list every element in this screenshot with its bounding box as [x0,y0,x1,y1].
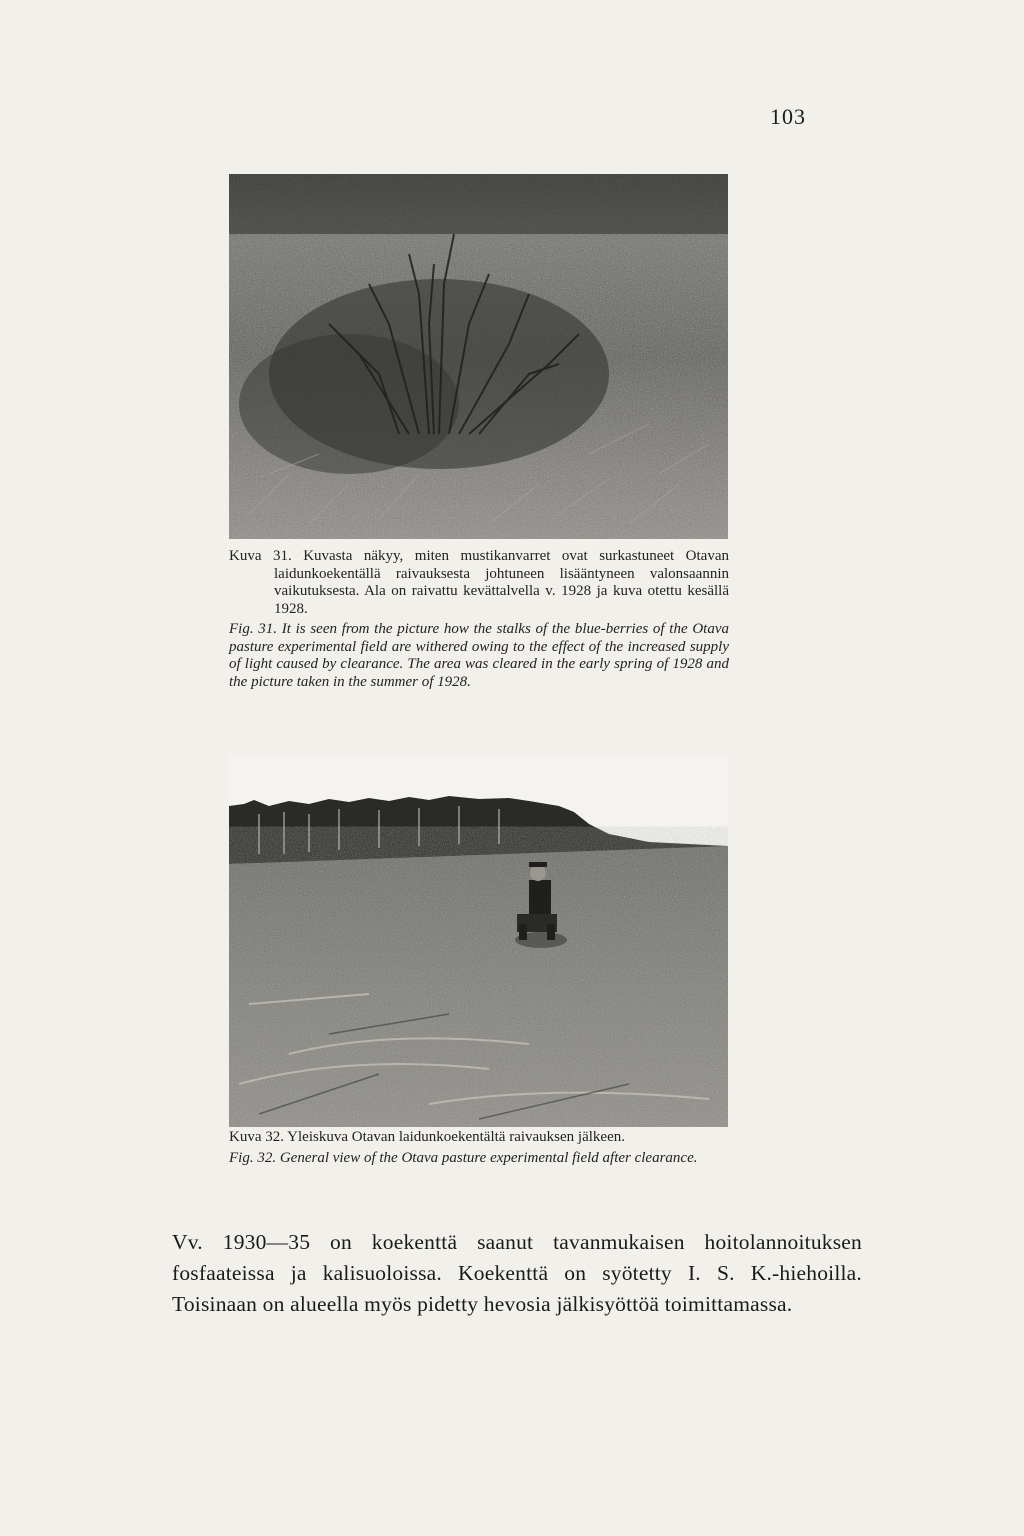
figure-31-caption [229,548,729,691]
figure-32-caption [229,1129,729,1167]
figure-32-photo [229,754,728,1127]
body-paragraph: Vv. 1930—35 on koekenttä saanut tavanmukaisen hoitolannoituksen fosfaateissa ja kalisuoloissa. Koekenttä on syötetty I. S. K.-hiehoilla. Toisinaan on alueella myös pidetty hevosia jälkisyöttöä toimittamassa. [172,1230,862,1316]
figure-32-caption-fi: Kuva 32. Yleiskuva Otavan laidunkoekentältä raivauksen jälkeen. [229,1129,625,1145]
page-number: 103 [770,104,806,129]
figure-32-caption-en: Fig. 32. General view of the Otava pasture experimental field after clearance. [229,1149,698,1166]
figure-31-caption-en: Fig. 31. It is seen from the picture how the stalks of the blue-berries of the Otava pasture experimental field are withered owing to the effect of the increased supply of light caused by clearance. The area was cleared in the early spring of 1928 and the picture taken in the summer of 1928. [229,621,729,690]
figure-31-caption-fi: Kuva 31. Kuvasta näkyy, miten mustikanvarret ovat surkastuneet Otavan laidunkoekentällä raivauksesta johtuneen lisääntyneen valonsaannin vaikutuksesta. Ala on raivattu kevättalvella v. 1928 ja kuva otettu kesällä 1928. [229,548,729,617]
figure-31-photo [229,174,728,539]
